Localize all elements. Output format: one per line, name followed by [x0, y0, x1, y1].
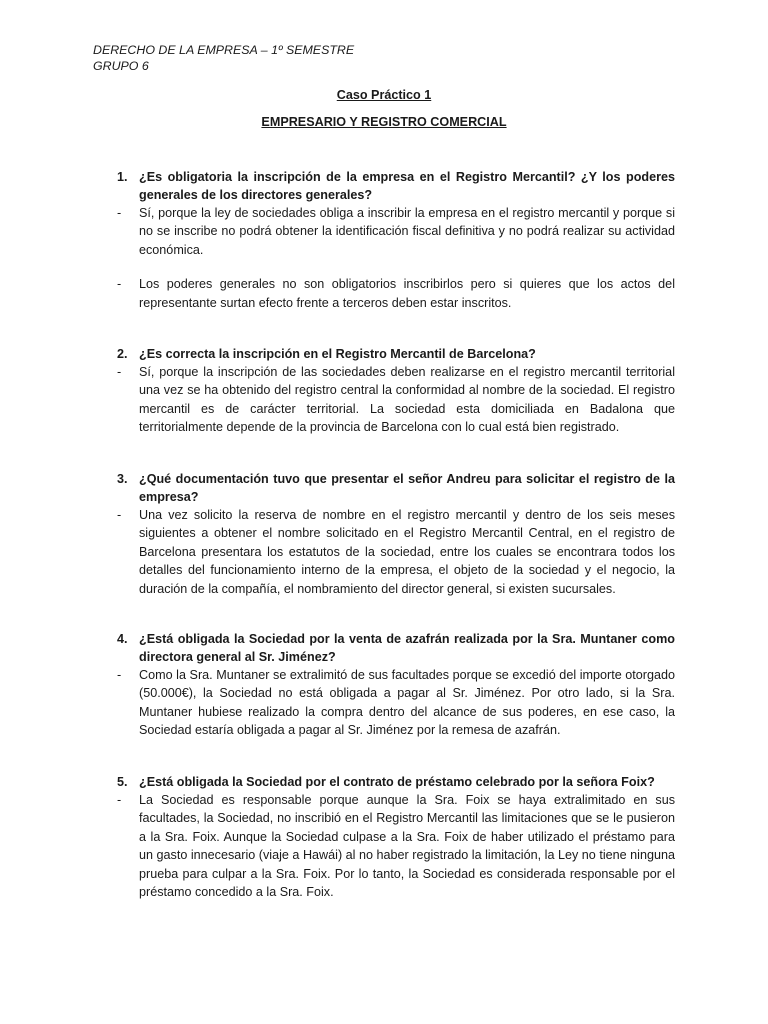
- group-line: GRUPO 6: [93, 59, 149, 73]
- answer-text: Una vez solicito la reserva de nombre en el registro mercantil y dentro de los seis meses siguientes a obtener el nombre solicitado en el Registro Mercantil Central, en el registro de Barcelona presentara los estatutos de la sociedad, entre los cuales se encontrara todos los detalles del funcionamiento interno de la empresa, el objeto de la sociedad y el negocio, la duración de la compañía, el nombramiento del director general, si existen sucursales.: [139, 508, 675, 596]
- question-1: [117, 168, 675, 312]
- question-5: [117, 773, 675, 901]
- bullet-dash: -: [117, 206, 122, 220]
- question-3: [117, 470, 675, 598]
- question-heading: [117, 470, 675, 506]
- question-2: [117, 345, 675, 437]
- answer-text: Sí, porque la ley de sociedades obliga a inscribir la empresa en el registro mercantil y porque si no se inscribe no podrá obtener la identificación fiscal definitiva y no podrá realizar su actividad económica.: [139, 206, 675, 257]
- question-number: 5.: [117, 775, 128, 789]
- question-text: ¿Qué documentación tuvo que presentar el señor Andreu para solicitar el registro de la empresa?: [139, 472, 675, 504]
- question-text: ¿Es obligatoria la inscripción de la empresa en el Registro Mercantil? ¿Y los poderes generales de los directores generales?: [139, 170, 675, 202]
- document-header: [93, 42, 354, 74]
- answer-text: Como la Sra. Muntaner se extralimitó de sus facultades porque se excedió del importe otorgado (50.000€), la Sociedad no está obligada a pagar al Sr. Jiménez. Por otro lado, si la Sra. Muntaner hubiese realizado la compra dentro del alcance de sus poderes, en ese caso, la Sociedad estaría obligada a pagar al Sr. Jiménez por la remesa de azafrán.: [139, 668, 675, 738]
- bullet-dash: -: [117, 277, 122, 292]
- question-heading: [117, 168, 675, 204]
- document-subtitle: EMPRESARIO Y REGISTRO COMERCIAL: [261, 115, 507, 129]
- question-text: ¿Está obligada la Sociedad por la venta de azafrán realizada por la Sra. Muntaner como directora general al Sr. Jiménez?: [139, 632, 675, 664]
- answer-item: [117, 275, 675, 312]
- question-4: [117, 630, 675, 740]
- answer-item: [117, 666, 675, 740]
- bullet-dash: -: [117, 668, 122, 682]
- question-text: ¿Está obligada la Sociedad por el contrato de préstamo celebrado por la señora Foix?: [139, 775, 655, 789]
- answer-text: Sí, porque la inscripción de las sociedades deben realizarse en el registro mercantil territorial una vez se ha obtenido del registro central la conformidad al nombre de la sociedad. El registro mercantil es de carácter territorial. La sociedad esta domiciliada en Badalona que territorialmente depende de la provincia de Barcelona con lo cual está bien registrado.: [139, 365, 675, 435]
- question-number: 3.: [117, 472, 128, 486]
- bullet-dash: -: [117, 365, 122, 379]
- answer-item: [117, 791, 675, 901]
- answer-text: Los poderes generales no son obligatorios inscribirlos pero si quieres que los actos del representante surtan efecto frente a terceros deben estar inscritos.: [139, 277, 675, 310]
- answer-item: [117, 204, 675, 259]
- document-title: Caso Práctico 1: [336, 88, 432, 102]
- course-line: DERECHO DE LA EMPRESA – 1º SEMESTRE: [93, 43, 355, 57]
- question-number: 1.: [117, 170, 128, 184]
- question-heading: [117, 630, 675, 666]
- question-heading: [117, 345, 675, 363]
- answer-text: La Sociedad es responsable porque aunque la Sra. Foix se haya extralimitado en sus facultades, la Sociedad, no inscribió en el Registro Mercantil las limitaciones que se le pusieron a la Sra. Foix. Aunque la Sociedad culpase a la Sra. Foix de haber utilizado el préstamo para un gasto innecesario (viaje a Hawái) al no haber registrado la limitación, la Ley no tiene ninguna prueba para culpar a la Sra. Foix. Por lo tanto, la Sociedad es considerada responsable por el préstamo concedido a la Sra. Foix.: [139, 793, 675, 900]
- question-heading: [117, 773, 675, 791]
- answer-item: [117, 363, 675, 437]
- question-number: 2.: [117, 347, 128, 361]
- bullet-dash: -: [117, 793, 122, 807]
- question-text: ¿Es correcta la inscripción en el Registro Mercantil de Barcelona?: [139, 347, 536, 361]
- bullet-dash: -: [117, 508, 122, 522]
- question-number: 4.: [117, 632, 128, 646]
- answer-item: [117, 506, 675, 598]
